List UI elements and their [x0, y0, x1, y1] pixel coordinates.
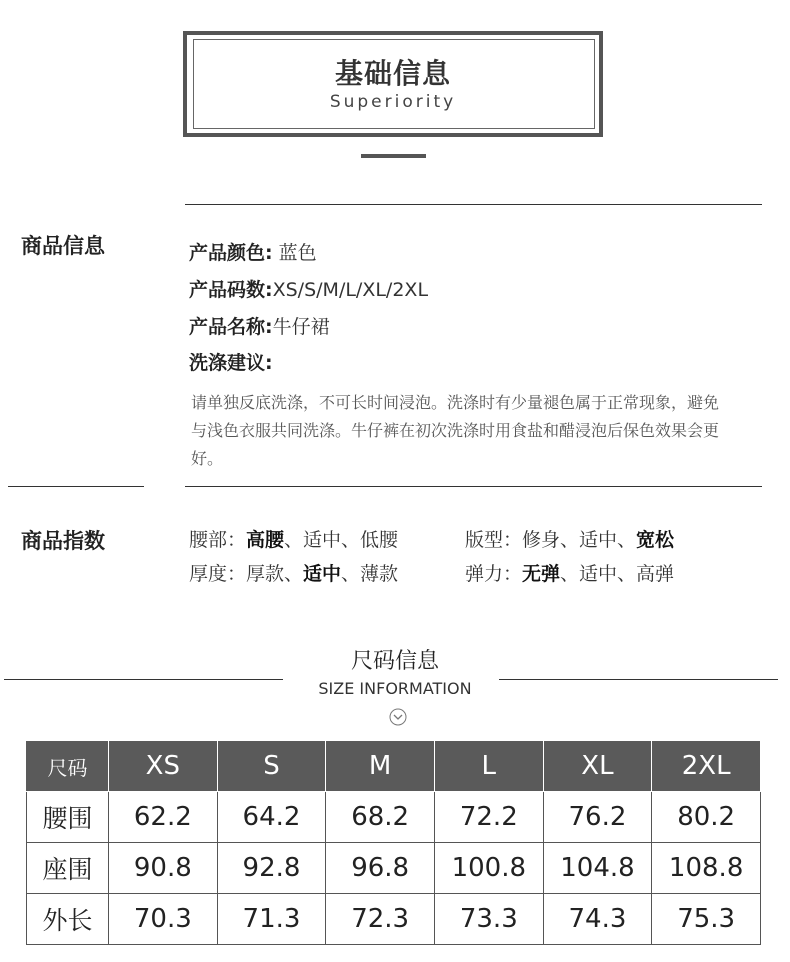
wash-instructions: 请单独反底洗涤，不可长时间浸泡。洗涤时有少量褪色属于正常现象，避免与浅色衣服共同洗涤。牛仔裤在初次洗涤时用食盐和醋浸泡后保色效果会更好。 [191, 393, 720, 468]
size-label: 产品码数: [189, 279, 273, 301]
header-cell: L [434, 741, 543, 792]
name-line [189, 312, 330, 339]
size-info-title: 尺码信息 [350, 649, 439, 674]
table-row [27, 894, 761, 945]
table-row [27, 792, 761, 843]
color-label: 产品颜色: [189, 242, 273, 264]
header-cell: XS [109, 741, 218, 792]
table-cell: 71.3 [217, 894, 326, 945]
table-cell: 62.2 [109, 792, 218, 843]
table-cell: 76.2 [543, 792, 652, 843]
row-label: 腰围 [27, 792, 109, 843]
table-cell: 68.2 [326, 792, 435, 843]
name-value: 牛仔裙 [272, 316, 330, 338]
size-value: XS/S/M/L/XL/2XL [272, 279, 429, 301]
table-cell: 72.2 [434, 792, 543, 843]
index-waist: 腰部：高腰、适中、低腰 [189, 529, 399, 551]
table-cell: 100.8 [434, 843, 543, 894]
table-cell: 92.8 [217, 843, 326, 894]
table-cell: 73.3 [434, 894, 543, 945]
table-cell: 80.2 [652, 792, 761, 843]
table-row [27, 843, 761, 894]
size-line [189, 275, 428, 302]
color-line [189, 238, 317, 265]
row-label: 外长 [27, 894, 109, 945]
row-label: 座围 [27, 843, 109, 894]
table-cell: 72.3 [326, 894, 435, 945]
chevron-down-circle-icon [389, 708, 407, 726]
index-thickness: 厚度：厚款、适中、薄款 [189, 563, 399, 585]
header-cell: M [326, 741, 435, 792]
header-cell: XL [543, 741, 652, 792]
table-cell: 64.2 [217, 792, 326, 843]
table-cell: 96.8 [326, 843, 435, 894]
table-cell: 104.8 [543, 843, 652, 894]
header-cell: S [217, 741, 326, 792]
size-table-header [27, 741, 761, 792]
header-subtitle: Superiority [329, 92, 457, 112]
table-cell: 75.3 [652, 894, 761, 945]
table-cell: 70.3 [109, 894, 218, 945]
header-cell: 2XL [652, 741, 761, 792]
header-cell: 尺码 [27, 741, 109, 792]
header-title: 基础信息 [334, 57, 451, 90]
size-table [26, 740, 761, 945]
wash-label: 洗涤建议: [189, 352, 273, 374]
table-cell: 108.8 [652, 843, 761, 894]
size-info-subtitle: SIZE INFORMATION [318, 679, 472, 698]
product-info-label: 商品信息 [21, 234, 105, 258]
table-cell: 90.8 [109, 843, 218, 894]
index-elasticity: 弹力：无弹、适中、高弹 [465, 563, 675, 585]
name-label: 产品名称: [189, 316, 273, 338]
divider-left [8, 486, 144, 487]
index-fit: 版型：修身、适中、宽松 [465, 529, 675, 551]
divider-top [185, 204, 762, 205]
color-value: 蓝色 [272, 242, 317, 264]
divider-right [185, 486, 762, 487]
product-index-label: 商品指数 [21, 529, 105, 553]
table-cell: 74.3 [543, 894, 652, 945]
header-divider [361, 154, 426, 158]
wash-line [189, 348, 273, 375]
